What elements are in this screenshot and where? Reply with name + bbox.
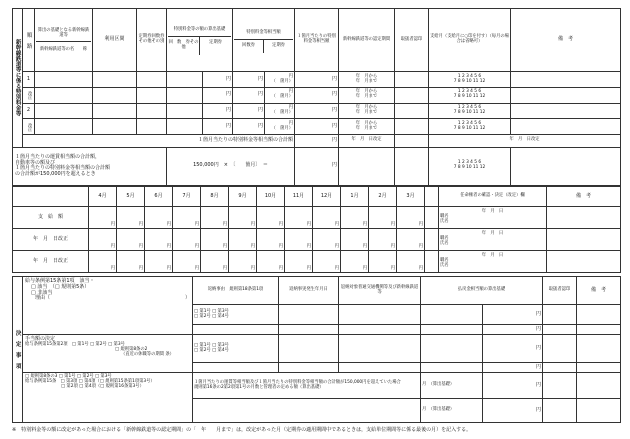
option-not-applicable[interactable]: □ 非該当: [31, 289, 53, 296]
side-label: 新幹線鉄道等に係る特別料金等: [13, 9, 23, 148]
rule-section: □ 規則第8条の3 □ 第1号 □ 第2号 □ 第3号 給与条例第15条 □ 第3項 □ 第4項（□ 規則第15条第1項第3号） □ 第2項 □ 第4項（□ 規則第16条第3号）: [23, 373, 193, 423]
decision-table: 決 定 事 項 給与条例第15条第1項 該当・ □ 該当 （□ 規則第5条） □ 非該当 理由（ ） 返納事由 規則第18条第1項 返納事実発生年月日 返納対象普通交通機関等及び新幹線鉄道等 払戻金相当額の算出基礎 取扱者認印 備 考 □ 第1号 □ 第3号 □ 第2号 □ 第4号 円 円 手当額の決定 給与条例第15条第2項 □ 第1号 □ 第2号 □ 第3号 □ 規則第8条の2 （直近の休職等の期間 条） □ 第1号 □ 第3号 □ 第2号 □ 第4号 円 円 □ 規則第8条の3 □ 第1号 □ 第2号 □ 第3号 給与条例第15条 □ 第3項 □ 第4項（□ 規則第15条第1項第3号） □ 第2項 □ 第4項（□ 規則第16条第3号） １箇月当たりの運賃等相当額及び１箇月当たりの特別料金等相当額の合計額が150,000円を超えていた場合 規則第16条の2第2項第1号の月数と管理者の定める額（算出基礎） 月 （算出基礎） 円 月 （算出基礎） 円: [12, 276, 621, 423]
case-text: １箇月当たりの運賃等相当額及び１箇月当たりの特別料金等相当額の合計額が150,000円を超えていた場合 規則第16条の2第2項第1号の月数と管理者の定める額（算出基礎）: [193, 373, 421, 399]
monthly-pay-table: [12, 186, 621, 273]
table-row: 改正 円 円 円 （ 箇月） 円 年 月から 年 月まで 1 2 3 4 5 6 7 8 9 10 11 12: [13, 87, 621, 103]
col-pay: 支給月（支給月に○印を付す）（毎月の場合は省略可）: [429, 9, 511, 72]
revision-row: 年 月 日改正 円 円 円 円 円 円 円 円 円 円 円 円 年 月 日 職名 氏名: [13, 251, 621, 273]
col-route: 算出の基礎となる新幹線鉄道等 新幹線鉄道等の名 称: [35, 9, 93, 72]
col-period: 定期券回数券その他その別: [137, 9, 167, 72]
law-section: 給与条例第15条第1項 該当・ □ 該当 （□ 規則第5条） □ 非該当 理由（ ）: [23, 277, 193, 335]
col-note: 備 考: [511, 9, 621, 72]
col-no: 順 路: [23, 9, 35, 72]
special-fee-table: [12, 8, 621, 186]
officer-stamp[interactable]: [395, 72, 429, 88]
period-cell[interactable]: [137, 72, 167, 88]
calc-row: １箇月当たりの運賃相当額の合計額， 自動車等の額及び １箇月当たりの特別料金等相当額の合計額 の合計額が150,000円を超えるとき 150,000円 × 〔 箇月〕 ＝ 円 1 2 3 4 5 6 7 8 9 10 11 12: [13, 147, 621, 185]
footer-note: ※ 特別料金等の額に改定があった場合における「新幹線鉄道等の認定期間」の「 年 月まで」は，改定があった月（定期券の適用期間中であるときは，支給単位期間等に係る最後の月）を記入する。: [12, 427, 472, 433]
pay-row: 支 給 額 円 円 円 円 円 円 円 円 円 円 円 円 年 月 日 職名 氏名: [13, 207, 621, 229]
col-officer: 取扱者認印: [395, 9, 429, 72]
section-cell[interactable]: [93, 72, 137, 88]
pay-months[interactable]: 1 2 3 4 5 6 7 8 9 10 11 12: [429, 72, 511, 88]
fixed-amount-section: 手当額の決定 給与条例第15条第2項 □ 第1号 □ 第2号 □ 第3号 □ 規則第8条の2 （直近の休職等の期間 条）: [23, 335, 193, 373]
route-name-cell[interactable]: [35, 72, 93, 88]
col-section: 利用区間: [93, 9, 137, 72]
month-header-row: 4月 5月 6月 7月 8月 9月 10月 11月 12月 1月 2月 3月 任命権者の確認・決定（改定）欄 備 考: [13, 187, 621, 207]
refund-reason-options[interactable]: □ 第1号 □ 第3号 □ 第2号 □ 第4号: [193, 335, 279, 363]
table-row: 1 円 円 円 （ 箇月） 円 年 月から 年 月まで 1 2 3 4 5 6 7 8 9 10 11 12: [13, 72, 621, 88]
calc-formula: 150,000円 × 〔 箇月〕 ＝: [167, 147, 295, 185]
decision-side-label: 決 定 事 項: [13, 277, 23, 423]
reason-field[interactable]: 理由（ ）: [35, 295, 190, 302]
table-row: 改正 円 円 円 （ 箇月） 円 年 月から 年 月まで 1 2 3 4 5 6 7 8 9 10 11 12: [13, 119, 621, 135]
col-special: 特別料金等の額の算出基礎 回 数 券その他 定期券: [167, 9, 233, 72]
option-applicable[interactable]: □ 該当 （□ 規則第5条）: [31, 283, 90, 290]
table-row: 2 円 円 円 （ 箇月） 円 年 月から 年 月まで 1 2 3 4 5 6 7 8 9 10 11 12: [13, 103, 621, 119]
col-monthly: １箇月当たりの特別料金等相当額: [295, 9, 339, 72]
col-cert: 新幹線鉄道等の認定期間: [339, 9, 395, 72]
col-equiv: 特別料金等相当額 回数券 定期券: [233, 9, 295, 72]
monthly-total-row: １箇月当たりの特別料金等相当額の合計額 円 年 月 日改定 年 月 日改定: [13, 135, 621, 147]
calc-text: １箇月当たりの運賃相当額の合計額， 自動車等の額及び １箇月当たりの特別料金等相当額の合計額 の合計額が150,000円を超えるとき: [13, 147, 167, 185]
revision-row: 年 月 日改正 円 円 円 円 円 円 円 円 円 円 円 円 年 月 日 職名 氏名: [13, 229, 621, 251]
note-cell[interactable]: [511, 72, 621, 88]
refund-reason-options[interactable]: □ 第1号 □ 第3号 □ 第2号 □ 第4号: [193, 305, 279, 325]
